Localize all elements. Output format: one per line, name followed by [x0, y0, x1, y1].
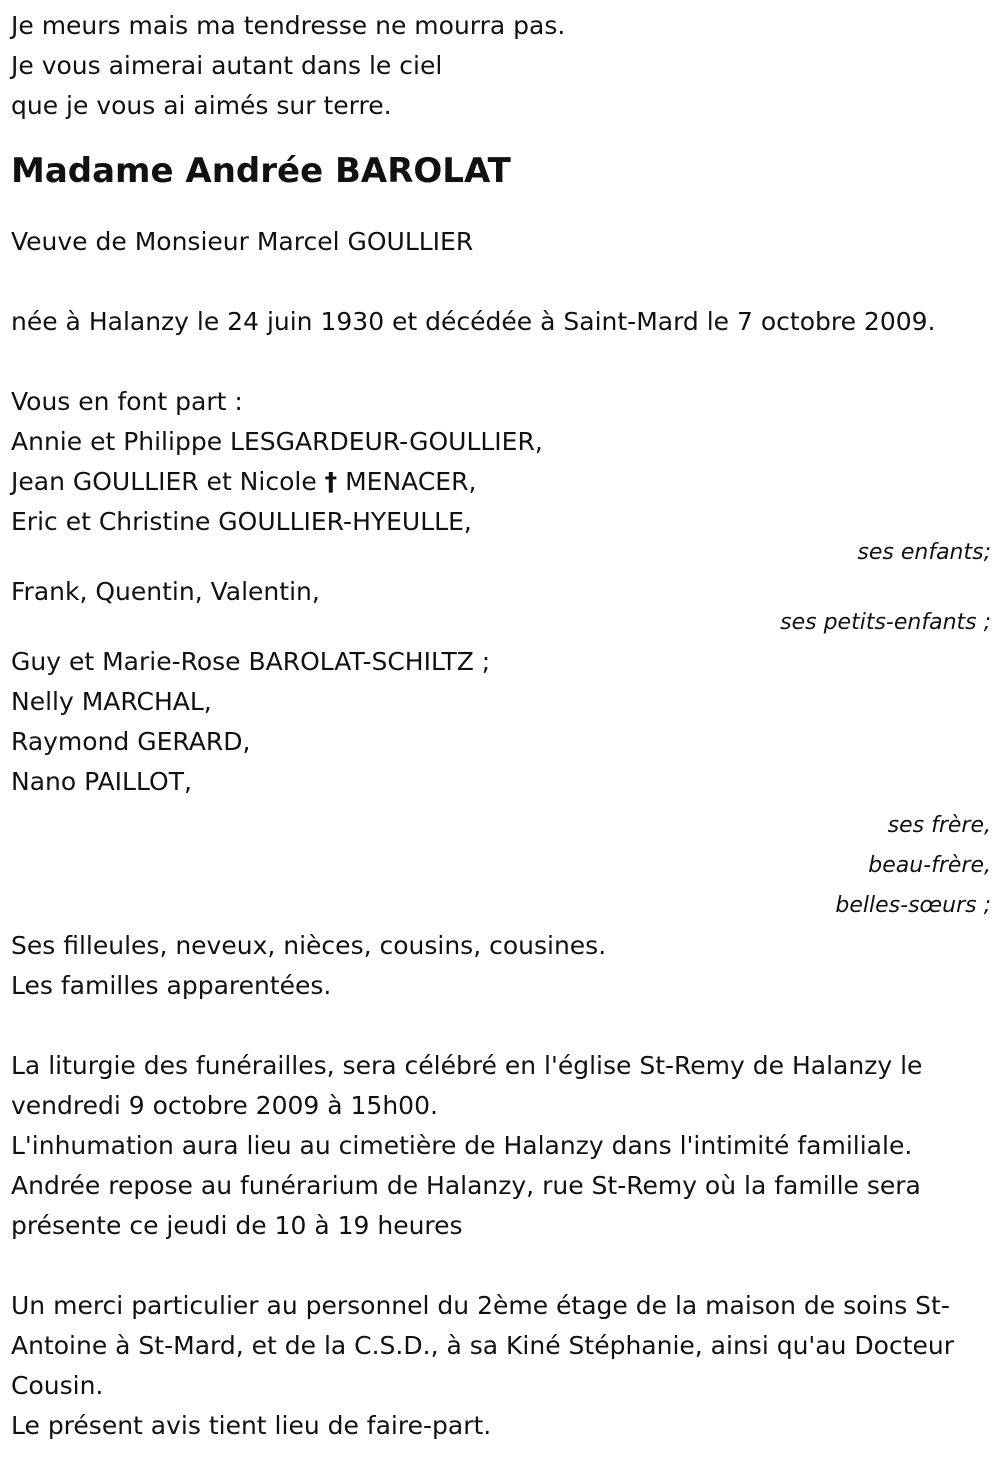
deceased-name: Madame Andrée BAROLAT	[11, 151, 511, 191]
others-line: Les familles apparentées.	[11, 971, 332, 1000]
thanks	[11, 1286, 991, 1446]
family-line: Guy et Marie-Rose BAROLAT-SCHILTZ ;	[11, 647, 491, 676]
role-line: ses frère,	[887, 813, 991, 838]
cross-icon: †	[324, 467, 338, 496]
siblings-group	[11, 642, 991, 926]
family-line: Nelly MARCHAL,	[11, 687, 212, 716]
poem-line: Je meurs mais ma tendresse ne mourra pas.	[11, 11, 566, 40]
grandchildren-group	[11, 572, 991, 638]
family-line: Raymond GERARD,	[11, 727, 251, 756]
poem-line: que je vous ai aimés sur terre.	[11, 91, 392, 120]
funeral-info	[11, 1046, 991, 1246]
role-line: belles-sœurs ;	[835, 893, 991, 918]
poem	[11, 0, 991, 126]
birth-death: née à Halanzy le 24 juin 1930 et décédée à Saint-Mard le 7 octobre 2009.	[11, 307, 936, 336]
poem-line: Je vous aimerai autant dans le ciel	[11, 51, 443, 80]
family-line	[11, 462, 991, 502]
others-group	[11, 926, 991, 1006]
funeral-paragraph: L'inhumation aura lieu au cimetière de Halanzy dans l'intimité familiale.	[11, 1131, 913, 1160]
family-line: Eric et Christine GOULLIER-HYEULLE,	[11, 507, 472, 536]
funeral-paragraph: Andrée repose au funérarium de Halanzy, rue St-Remy où la famille sera présente ce jeudi de 10 à 19 heures	[11, 1171, 921, 1240]
thanks-paragraph: Un merci particulier au personnel du 2ème étage de la maison de soins St-Antoine à St-Mard, et de la C.S.D., à sa Kiné Stéphanie, ainsi qu'au Docteur Cousin.	[11, 1291, 955, 1400]
funeral-paragraph: La liturgie des funérailles, sera célébré en l'église St-Remy de Halanzy le vendredi 9 octobre 2009 à 15h00.	[11, 1051, 923, 1120]
widow-of: Veuve de Monsieur Marcel GOULLIER	[11, 227, 474, 256]
family-line: Nano PAILLOT,	[11, 767, 192, 796]
family-line-end: MENACER,	[337, 467, 477, 496]
obituary-notice	[11, 0, 991, 1446]
family-line: Annie et Philippe LESGARDEUR-GOULLIER,	[11, 427, 543, 456]
role-line: beau-frère,	[868, 853, 991, 878]
role-grandchildren: ses petits-enfants ;	[780, 610, 991, 635]
announce: Vous en font part :	[11, 387, 243, 416]
family-line-start: Jean GOULLIER et Nicole	[11, 467, 325, 496]
family-line: Frank, Quentin, Valentin,	[11, 577, 320, 606]
role-siblings	[11, 806, 991, 926]
role-children: ses enfants;	[857, 540, 991, 565]
children-group	[11, 422, 991, 568]
others-line: Ses filleules, neveux, nièces, cousins, cousines.	[11, 931, 607, 960]
thanks-paragraph: Le présent avis tient lieu de faire-part.	[11, 1411, 492, 1440]
